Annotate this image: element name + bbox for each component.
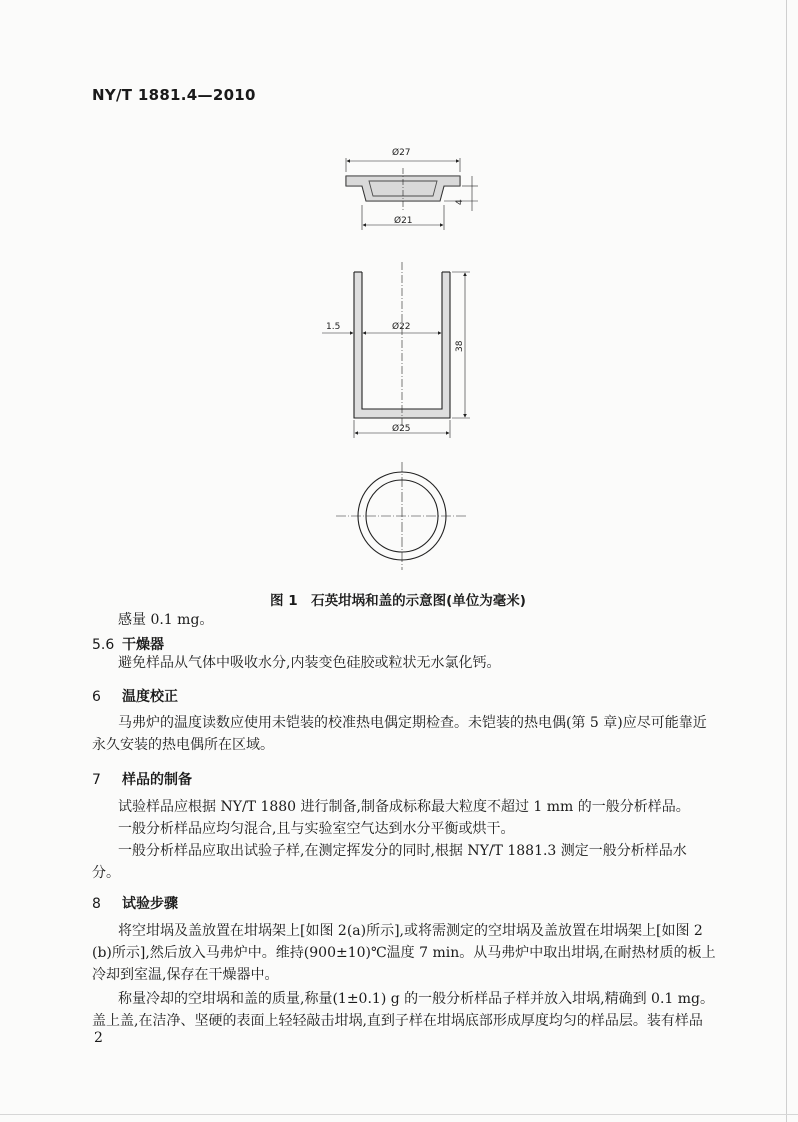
crucible-drawing [322, 262, 470, 438]
scan-edge-right [786, 0, 787, 1122]
paragraph-5-6: 避免样品从气体中吸收水分,内装变色硅胶或粒状无水氯化钙。 [118, 655, 501, 671]
paragraph-8-2-line2: 盖上盖,在洁净、坚硬的表面上轻轻敲击坩埚,直到子样在坩埚底部形成厚度均匀的样品层。装有样品 [92, 1013, 703, 1029]
paragraph-7-3-line2: 分。 [92, 865, 120, 881]
section-title: 样品的制备 [122, 772, 192, 788]
lid-top-dia-label: Ø27 [392, 148, 411, 158]
crucible-outer-dia-label: Ø25 [392, 424, 411, 434]
figure-caption: 图 1 石英坩埚和盖的示意图(单位为毫米) [270, 593, 526, 609]
section-title: 试验步骤 [122, 896, 178, 912]
lid-height-label: 4 [455, 199, 465, 205]
section-number: 5.6 [92, 637, 115, 653]
scan-edge-bottom [0, 1114, 798, 1115]
paragraph-8-1-line2: (b)所示],然后放入马弗炉中。维持(900±10)℃温度 7 min。从马弗炉中取出坩埚,在耐热材质的板上 [92, 945, 716, 961]
section-8-heading [92, 893, 178, 913]
paragraph-8-1-line3: 冷却到室温,保存在干燥器中。 [92, 967, 279, 983]
section-6-heading [92, 686, 178, 706]
paragraph-6-line2: 永久安装的热电偶所在区域。 [92, 737, 274, 753]
section-number: 6 [92, 689, 101, 705]
lid-bottom-dia-label: Ø21 [394, 216, 413, 226]
section-5-6-heading [92, 634, 164, 654]
paragraph-8-2-line1: 称量冷却的空坩埚和盖的质量,称量(1±0.1) g 的一般分析样品子样并放入坩埚,精确到 0.1 mg。 [118, 991, 714, 1007]
paragraph-8-1-line1: 将空坩埚及盖放置在坩埚架上[如图 2(a)所示],或将需测定的空坩埚及盖放置在坩埚架上[如图 2 [118, 923, 703, 939]
crucible-top-view [336, 462, 468, 570]
section-title: 干燥器 [122, 637, 164, 653]
standard-header: NY/T 1881.4—2010 [92, 86, 256, 104]
section-title: 温度校正 [122, 689, 178, 705]
paragraph-7-3-line1: 一般分析样品应取出试验子样,在测定挥发分的同时,根据 NY/T 1881.3 测定一般分析样品水 [118, 843, 687, 859]
section-number: 7 [92, 772, 101, 788]
paragraph-6-line1: 马弗炉的温度读数应使用未铠装的校准热电偶定期检查。未铠装的热电偶(第 5 章)应尽可能靠近 [118, 715, 707, 731]
section-7-heading [92, 769, 192, 789]
paragraph-sensitivity: 感量 0.1 mg。 [118, 612, 214, 628]
paragraph-7-1: 试验样品应根据 NY/T 1880 进行制备,制备成标称最大粒度不超过 1 mm 的一般分析样品。 [118, 799, 690, 815]
crucible-height-label: 38 [455, 340, 465, 352]
paragraph-7-2: 一般分析样品应均匀混合,且与实验室空气达到水分平衡或烘干。 [118, 821, 515, 837]
crucible-wall-label: 1.5 [326, 322, 341, 332]
section-number: 8 [92, 896, 101, 912]
crucible-inner-dia-label: Ø22 [392, 322, 411, 332]
page-number: 2 [94, 1030, 103, 1046]
